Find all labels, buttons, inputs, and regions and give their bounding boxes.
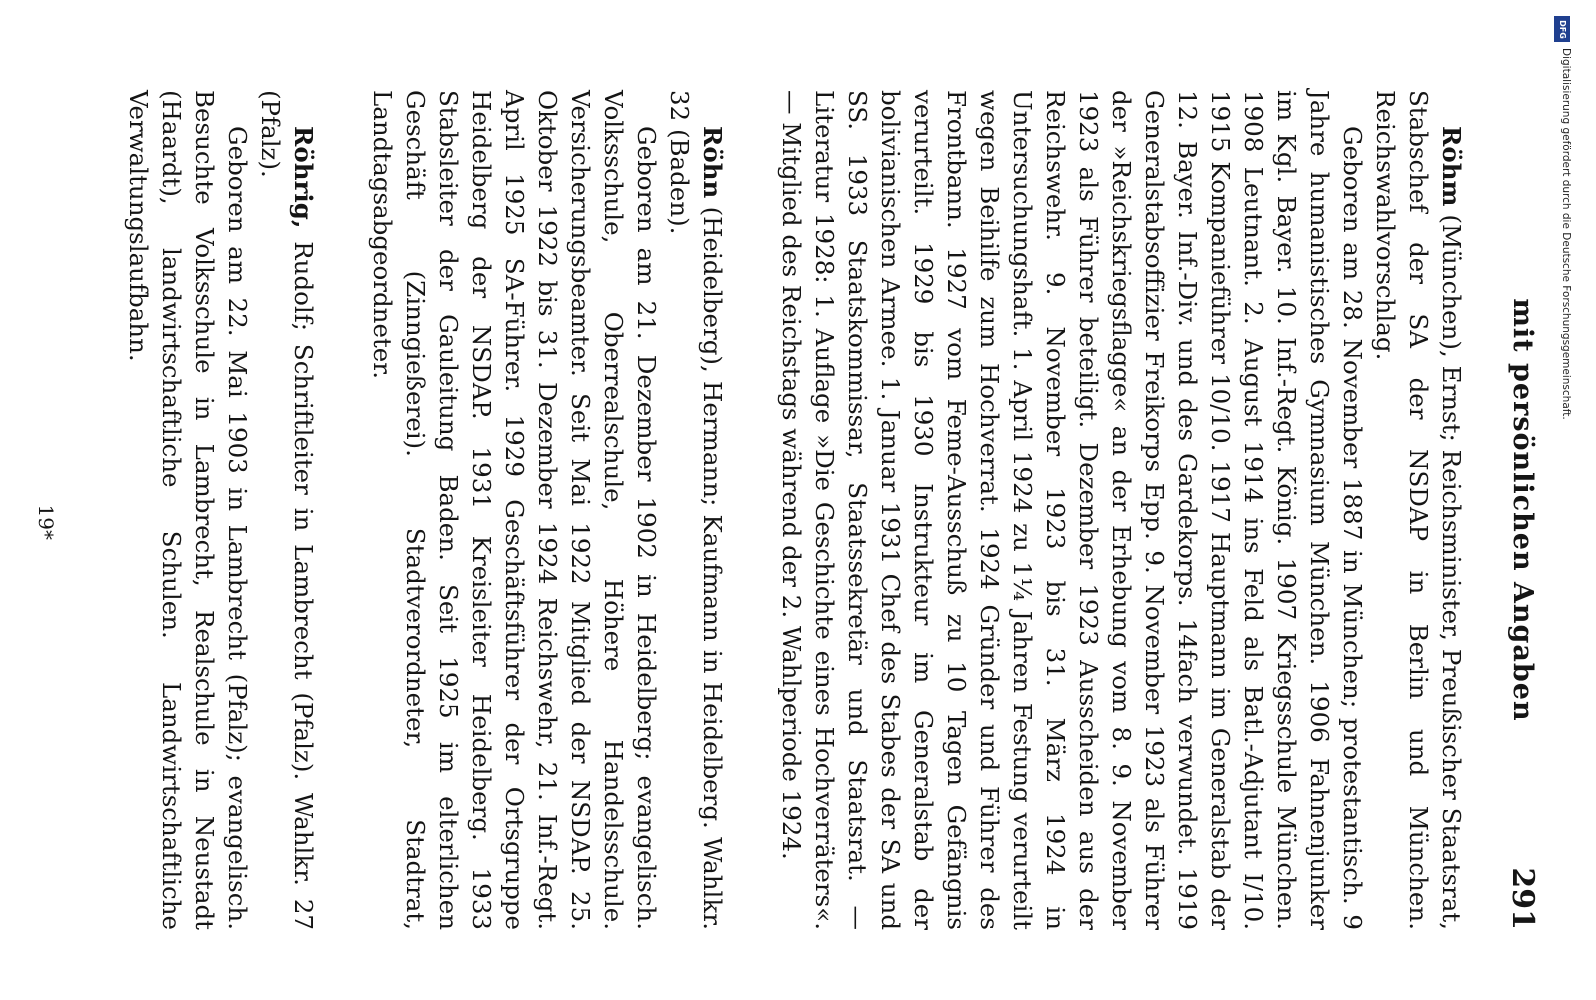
running-head: mit persönlichen Angaben — [1507, 298, 1538, 722]
biography-entry-roehm — [775, 90, 1468, 930]
entry-lead-text: Rudolf; Schriftleiter in Lambrecht (Pfalz). Wahlkr. 27 (Pfalz). — [256, 90, 318, 930]
entry-name: Röhn — [698, 126, 727, 199]
digitization-notice-text: Digitalisierung gefördert durch die Deutsche Forschungsgemeinschaft. — [1560, 48, 1572, 420]
entry-heading — [1369, 90, 1468, 930]
biography-entry-roehn — [366, 90, 729, 930]
entry-lead-text: (München), Ernst; Reichsminister, Preußischer Staatsrat, Stabschef der SA der NSDAP in Berlin und München. Reichswahlvorschlag. — [1371, 90, 1466, 930]
digitization-notice — [1548, 8, 1578, 992]
entry-name: Röhm — [1437, 126, 1466, 207]
entry-body: Geboren am 21. Dezember 1902 in Heidelberg; evangelisch. Volksschule, Oberrealschule, Höhere Handelsschule. Versicherungsbeamter. Seit Mai 1922 Mitglied der NSDAP. 25. Oktober 1922 bis 31. Dezember 1924 Reichswehr, 21. Inf.-Regt. April 1925 SA-Führer. 1929 Geschäftsführer der Ortsgruppe Heidelberg der NSDAP. 1931 Kreisleiter Heidelberg. 1933 Stabsleiter der Gauleitung Baden. Seit 1925 im elterlichen Geschäft (Zinngießerei). Stadtverordneter, Stadtrat, Landtagsabgeordneter. — [368, 90, 661, 930]
entry-body: Geboren am 28. November 1887 in München; protestantisch. 9 Jahre humanistisches Gymnasium München. 1906 Fahnenjunker im Kgl. Bayer. 10. Inf.-Regt. König. 1907 Kriegsschule München. 1908 Leutnant. 2. August 1914 ins Feld als Batl.-Adjutant I/10. 1915 Kompanieführer 10/10. 1917 Hauptmann im Generalstab der 12. Bayer. Inf.-Div. und des Gardekorps. 14fach verwundet. 1919 Generalstabsoffizier Freikorps Epp. 9. November 1923 als Führer der »Reichskriegsflagge« an der Erhebung vom 8. 9. November 1923 als Führer beteiligt. Dezember 1923 Ausscheiden aus der Reichswehr. 9. November 1923 bis 31. März 1924 in Untersuchungshaft. 1. April 1924 zu 1¼ Jahren Festung verurteilt wegen Beihilfe zum Hochverrat. 1924 Gründer und Führer des Frontbann. 1927 vom Feme-Ausschuß zu 10 Tagen Gefängnis verurteilt. 1929 bis 1930 Instrukteur im Generalstab der bolivianischen Armee. 1. Januar 1931 Chef des Stabes der SA und SS. 1933 Staatskommissar, Staatssekretär und Staatsrat. — Literatur 1928: 1. Auflage »Die Geschichte eines Hochverräters«. — Mitglied des Reichstags während der 2. Wahlperiode 1924. — [777, 90, 1367, 930]
page-header — [1494, 90, 1542, 930]
entry-heading — [663, 90, 729, 930]
page-number: 291 — [1505, 867, 1540, 930]
entry-name: Röhrig, — [289, 126, 318, 229]
entry-lead-text: (Heidelberg), Hermann; Kaufmann in Heidelberg. Wahlkr. 32 (Baden). — [665, 90, 727, 930]
dfg-logo: DFG — [1554, 16, 1570, 42]
entry-body: Geboren am 22. Mai 1903 in Lambrecht (Pfalz); evangelisch. Besuchte Volksschule in Lambrecht, Realschule in Neustadt (Haardt), landwirtschaftliche Schulen. Landwirtschaftliche Verwaltungslaufbahn. — [124, 90, 252, 930]
biography-entry-roehrig — [122, 90, 320, 930]
signature-mark: 19* — [34, 504, 58, 540]
entry-heading — [254, 90, 320, 930]
